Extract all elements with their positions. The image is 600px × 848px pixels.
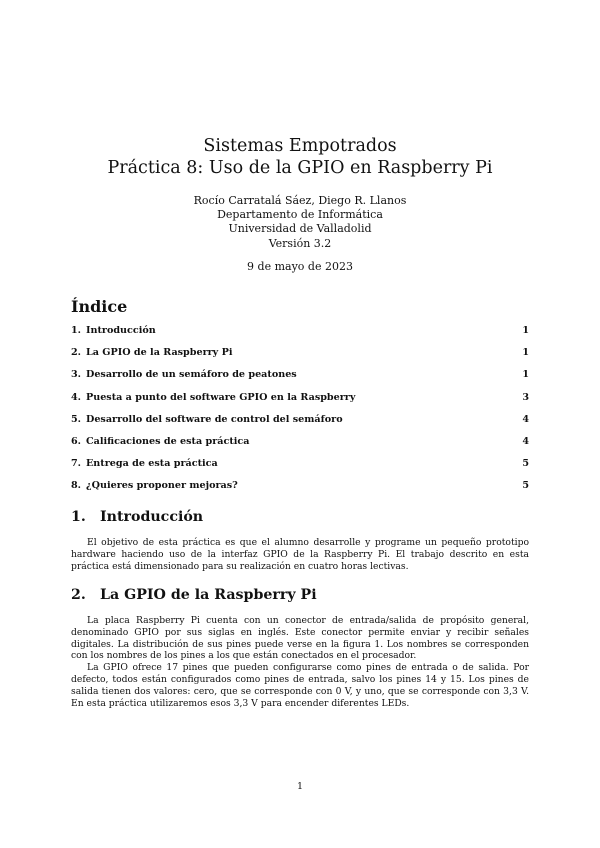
section-heading (71, 509, 529, 525)
toc-entry-label: La GPIO de la Raspberry Pi (86, 347, 233, 359)
author-block (0, 194, 600, 251)
toc-entry-number: 7. (71, 458, 82, 470)
section-number: 1. (71, 509, 86, 525)
author-names: Rocío Carratalá Sáez, Diego R. Llanos (193, 194, 407, 207)
toc-entry[interactable] (71, 480, 529, 502)
toc-entry[interactable] (71, 325, 529, 347)
toc-entry[interactable] (71, 458, 529, 480)
toc-entry[interactable] (71, 369, 529, 391)
document-date: 9 de mayo de 2023 (247, 260, 353, 273)
toc-entry-page: 1 (522, 325, 529, 336)
toc-entry-label: Introducción (86, 325, 156, 336)
section-introduction (71, 509, 529, 572)
section-title: Introducción (100, 509, 204, 525)
paragraph: La GPIO ofrece 17 pines que pueden configurarse como pines de entrada o de salida. Por defecto, todos están configurados como pines de entrada, salvo los pines 14 y 15. Los pines de salida tienen dos valores: cero, que se corresponde con 0 V, y uno, que se corresponde con 3,3 V. En esta práctica utilizaremos esos 3,3 V para encender diferentes LEDs. (71, 662, 529, 709)
page-number: 1 (296, 781, 304, 792)
section-title: La GPIO de la Raspberry Pi (100, 587, 317, 603)
toc-entry-page: 1 (522, 347, 529, 359)
toc-entry-label: Entrega de esta práctica (86, 458, 218, 470)
section-gpio (71, 587, 529, 709)
toc-entry[interactable] (71, 392, 529, 414)
toc-entry[interactable] (71, 436, 529, 458)
toc-entry-number: 5. (71, 413, 82, 425)
toc-entry-label: ¿Quieres proponer mejoras? (86, 480, 238, 492)
toc-entry-page: 3 (522, 391, 529, 403)
toc-entry-label: Calificaciones de esta práctica (86, 435, 250, 447)
document-title: Sistemas Empotrados (203, 136, 397, 156)
toc-entry-page: 5 (522, 480, 529, 492)
toc-entry-number: 1. (71, 325, 82, 336)
author-university: Universidad de Valladolid (228, 222, 372, 236)
toc-entry[interactable] (71, 347, 529, 369)
toc-entry-page: 5 (522, 458, 529, 470)
section-heading (71, 587, 529, 603)
toc-entry-number: 2. (71, 347, 82, 359)
toc-entry[interactable] (71, 414, 529, 436)
toc-entry-label: Desarrollo del software de control del semáforo (86, 413, 343, 425)
document-version: Versión 3.2 (268, 236, 332, 250)
paragraph: La placa Raspberry Pi cuenta con un conector de entrada/salida de propósito general, denominado GPIO por sus siglas en inglés. Este conector permite enviar y recibir señales digitales. La distribución de sus pines puede verse en la figura 1. Los nombres se corresponden con los nombres de los pines a los que están conectados en el procesador. (71, 615, 529, 662)
section-number: 2. (71, 587, 86, 603)
toc-entry-number: 6. (71, 435, 82, 447)
author-department: Departamento de Informática (217, 208, 383, 222)
table-of-contents (71, 325, 529, 503)
toc-entry-number: 3. (71, 369, 82, 381)
toc-entry-page: 4 (522, 435, 529, 447)
document-subtitle: Práctica 8: Uso de la GPIO en Raspberry Pi (107, 158, 493, 178)
title-block (0, 136, 600, 179)
toc-entry-label: Puesta a punto del software GPIO en la Raspberry (86, 391, 356, 403)
paragraph: El objetivo de esta práctica es que el alumno desarrolle y programe un pequeño prototipo hardware haciendo uso de la interfaz GPIO de la Raspberry Pi. El trabajo descrito en esta práctica está dimensionado para su realización en cuatro horas lectivas. (71, 537, 529, 572)
toc-entry-label: Desarrollo de un semáforo de peatones (86, 369, 297, 381)
toc-entry-page: 4 (522, 413, 529, 425)
toc-entry-number: 4. (71, 391, 82, 403)
toc-title: Índice (71, 297, 128, 316)
toc-entry-page: 1 (522, 369, 529, 381)
toc-entry-number: 8. (71, 480, 82, 492)
